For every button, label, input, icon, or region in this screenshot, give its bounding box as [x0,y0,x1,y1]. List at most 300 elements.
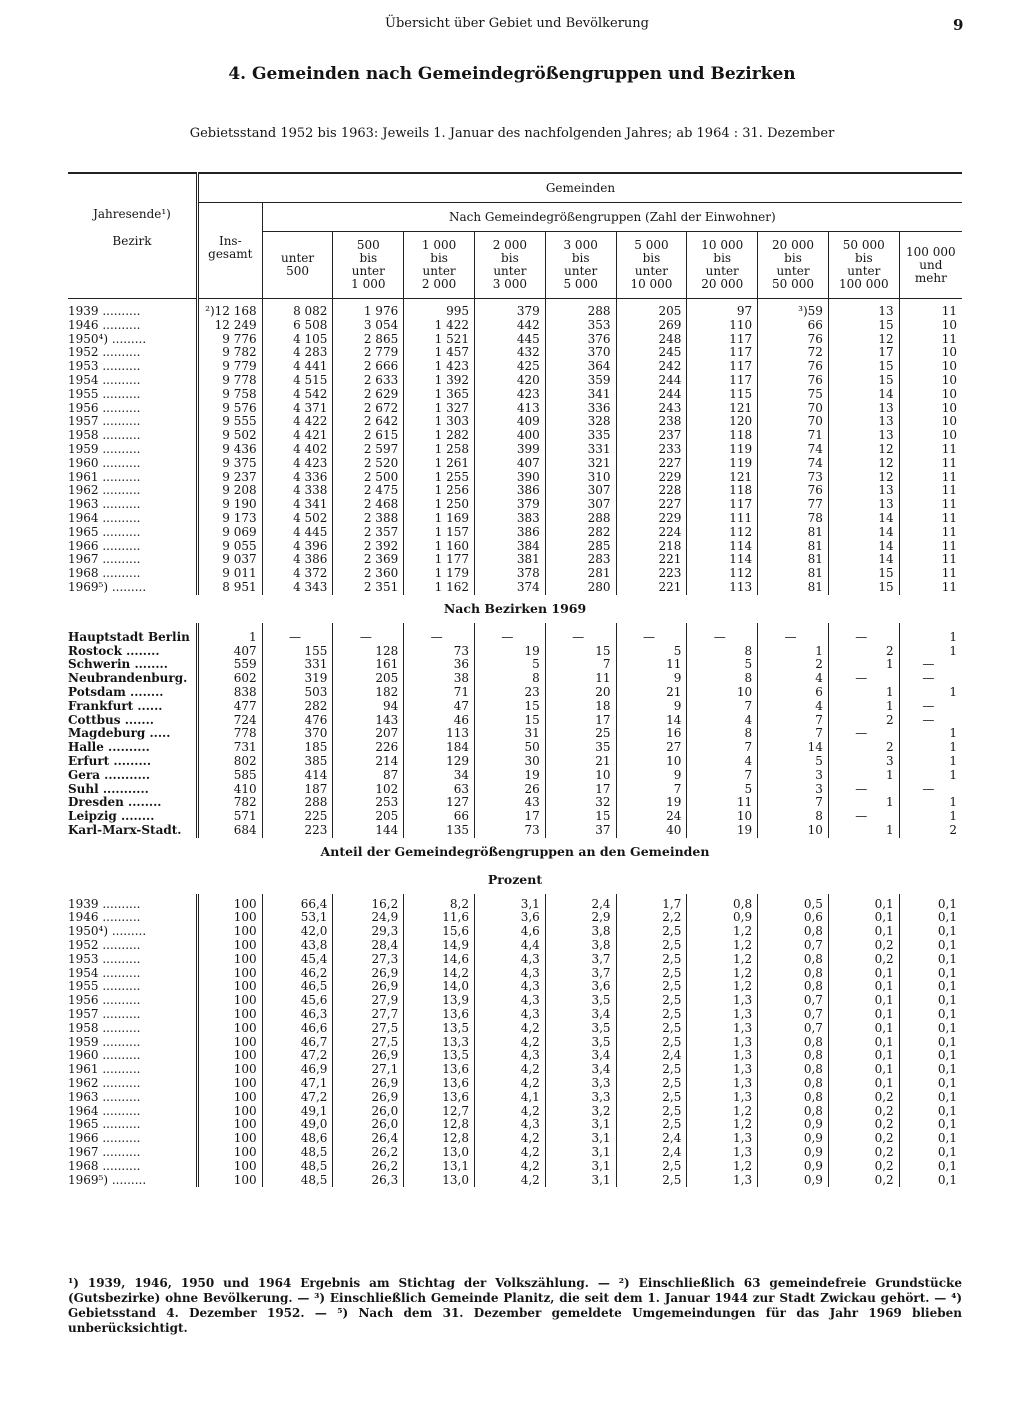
value-cell: 3,8 [545,925,616,939]
table-row [68,374,962,388]
value-cell: 15 [475,714,546,728]
value-cell: 2 [758,658,829,672]
value-cell: 12 [828,471,899,485]
value-cell: — [828,810,899,824]
value-cell: 26,4 [333,1132,404,1146]
value-cell: 7 [687,769,758,783]
value-cell: 1 [828,700,899,714]
value-cell: 10 [687,686,758,700]
table-row [68,1008,962,1022]
total-cell: 9 011 [197,567,262,581]
label-column-header [68,173,197,299]
value-cell: 331 [545,443,616,457]
value-cell: 0,2 [828,1118,899,1132]
value-cell: 76 [758,374,829,388]
value-cell: 3 [758,783,829,797]
value-cell: 310 [545,471,616,485]
value-cell: 19 [616,796,687,810]
value-cell: 47,2 [262,1091,333,1105]
row-label: Schwerin ........ [68,658,168,672]
value-cell: 19 [475,769,546,783]
value-cell: 13 [828,402,899,416]
value-cell: 4,3 [475,994,546,1008]
value-cell: 4 372 [262,567,333,581]
value-cell: 112 [687,567,758,581]
value-cell: 23 [475,686,546,700]
value-cell: 4,6 [475,925,546,939]
table-row [68,526,962,540]
value-cell: 3,8 [545,939,616,953]
value-cell: 221 [616,553,687,567]
value-cell: 15 [828,319,899,333]
value-cell: 76 [758,484,829,498]
value-cell: 2 357 [333,526,404,540]
value-cell: 2,5 [616,994,687,1008]
total-cell: 100 [197,1036,262,1050]
value-cell: 1,3 [687,1146,758,1160]
row-label: 1968 .......... [68,1159,141,1173]
value-cell: — [687,631,758,645]
value-cell: 48,5 [262,1146,333,1160]
value-cell: 383 [475,512,546,526]
value-cell: 0,1 [899,953,962,967]
value-cell: 3,1 [545,1174,616,1188]
value-cell: 81 [758,540,829,554]
value-cell: 0,1 [899,1077,962,1091]
value-cell: 11 [899,512,962,526]
row-label: Neubrandenburg. [68,672,188,686]
value-cell: 0,1 [899,1118,962,1132]
value-cell: 0,5 [758,898,829,912]
table-row [68,1146,962,1160]
value-cell: 4 502 [262,512,333,526]
total-cell: 100 [197,939,262,953]
value-cell: 476 [262,714,333,728]
value-cell: 3,4 [545,1063,616,1077]
value-cell: 10 [545,769,616,783]
value-cell: 1 160 [404,540,475,554]
value-cell: 13,6 [404,1077,475,1091]
value-cell: 1 [899,645,962,659]
value-cell: 46,7 [262,1036,333,1050]
value-cell: 1 256 [404,484,475,498]
value-cell: 1 521 [404,333,475,347]
value-cell: 1,3 [687,1008,758,1022]
value-cell: 226 [333,741,404,755]
value-cell: 13,6 [404,1063,475,1077]
value-cell: 70 [758,415,829,429]
value-cell: 81 [758,567,829,581]
value-cell: 0,1 [899,925,962,939]
value-cell: 4,2 [475,1063,546,1077]
value-cell: 229 [616,512,687,526]
value-cell: 4,2 [475,1160,546,1174]
total-cell: 9 758 [197,388,262,402]
value-cell: 221 [616,581,687,595]
value-cell: 3,1 [545,1146,616,1160]
footnotes [68,1276,962,1336]
table-row [68,939,962,953]
total-cell: 9 502 [197,429,262,443]
value-cell: 27 [616,741,687,755]
value-cell: 2 [828,714,899,728]
row-label: 1963 .......... [68,498,141,512]
value-cell: 28,4 [333,939,404,953]
total-cell: 100 [197,1008,262,1022]
row-label: Magdeburg ..... [68,727,171,741]
value-cell: 0,1 [899,1036,962,1050]
value-cell: — [616,631,687,645]
value-cell: 4,2 [475,1077,546,1091]
table-row [68,686,962,700]
value-cell: 182 [333,686,404,700]
size-column-header: unter 500 [262,232,333,299]
value-cell: 3,7 [545,953,616,967]
value-cell: 76 [758,360,829,374]
value-cell: 119 [687,457,758,471]
running-header [0,16,1024,38]
table-row [68,769,962,783]
row-label: 1958 .......... [68,1021,141,1035]
value-cell: 207 [333,727,404,741]
value-cell: 0,1 [899,939,962,953]
value-cell: 1 177 [404,553,475,567]
table-row [68,741,962,755]
row-label: 1955 .......... [68,387,141,401]
value-cell: 2 [828,741,899,755]
size-column-header: 20 000 bis unter 50 000 [758,232,829,299]
table-row [68,727,962,741]
value-cell: 27,1 [333,1063,404,1077]
value-cell: 3,1 [545,1160,616,1174]
total-cell: 9 776 [197,333,262,347]
value-cell: 0,1 [899,1105,962,1119]
value-cell: 8 [687,727,758,741]
size-column-header: 50 000 bis unter 100 000 [828,232,899,299]
row-label: 1946 .......... [68,911,141,925]
value-cell: 110 [687,319,758,333]
value-cell: 113 [404,727,475,741]
table-row [68,898,962,912]
value-cell: 13 [828,484,899,498]
value-cell: 4 338 [262,484,333,498]
table-row [68,415,962,429]
value-cell: 10 [899,402,962,416]
value-cell: 379 [475,305,546,319]
value-cell: 335 [545,429,616,443]
value-cell: 7 [758,714,829,728]
table-row [68,333,962,347]
value-cell: 118 [687,484,758,498]
table-row [68,1022,962,1036]
value-cell: 118 [687,429,758,443]
value-cell: 0,1 [828,967,899,981]
value-cell: 32 [545,796,616,810]
value-cell: 0,1 [828,925,899,939]
value-cell: 0,1 [828,1036,899,1050]
value-cell: 307 [545,484,616,498]
value-cell: 2,5 [616,953,687,967]
value-cell: 49,0 [262,1118,333,1132]
value-cell: — [828,631,899,645]
total-cell: 802 [197,755,262,769]
value-cell: 2 [828,645,899,659]
value-cell: 26,0 [333,1105,404,1119]
value-cell: 8 [758,810,829,824]
value-cell: 20 [545,686,616,700]
value-cell: 0,1 [899,1008,962,1022]
row-label: 1964 .......... [68,1104,141,1118]
value-cell: 0,2 [828,1132,899,1146]
value-cell: 1,3 [687,994,758,1008]
value-cell: 14 [828,512,899,526]
value-cell: 26,9 [333,980,404,994]
value-cell: 0,1 [899,1063,962,1077]
total-cell: 838 [197,686,262,700]
value-cell: 1 [828,796,899,810]
value-cell: 3,5 [545,994,616,1008]
value-cell: 2,5 [616,1174,687,1188]
value-cell: 1 976 [333,305,404,319]
value-cell: 3,1 [475,898,546,912]
value-cell: 288 [545,512,616,526]
value-cell: 5 [758,755,829,769]
value-cell: 37 [545,824,616,838]
total-cell: 9 208 [197,484,262,498]
value-cell: 0,1 [828,1049,899,1063]
row-label: 1966 .......... [68,539,141,553]
size-column-header: 3 000 bis unter 5 000 [545,232,616,299]
row-label: 1950⁴) ......... [68,332,147,346]
value-cell: — [899,658,962,672]
value-cell: 102 [333,783,404,797]
value-cell: 0,6 [758,911,829,925]
value-cell: 228 [616,484,687,498]
value-cell: 1 261 [404,457,475,471]
value-cell: 16,2 [333,898,404,912]
value-cell: 7 [758,727,829,741]
value-cell: 1 [899,727,962,741]
value-cell: 4 515 [262,374,333,388]
value-cell: 13 [828,305,899,319]
value-cell: 1 162 [404,581,475,595]
value-cell: 15 [545,810,616,824]
value-cell: 2 629 [333,388,404,402]
value-cell: 5 [687,783,758,797]
table-row [68,1036,962,1050]
total-cell: 100 [197,967,262,981]
table-row [68,567,962,581]
value-cell: 425 [475,360,546,374]
value-cell: 48,5 [262,1174,333,1188]
value-cell: 81 [758,553,829,567]
value-cell: 10 [616,755,687,769]
value-cell: 81 [758,581,829,595]
value-cell: 248 [616,333,687,347]
value-cell: 413 [475,402,546,416]
value-cell: 319 [262,672,333,686]
value-cell: 73 [475,824,546,838]
row-label: 1963 .......... [68,1090,141,1104]
total-cell: 100 [197,1132,262,1146]
value-cell: 243 [616,402,687,416]
value-cell: 3,3 [545,1091,616,1105]
value-cell: 359 [545,374,616,388]
value-cell: 370 [262,727,333,741]
value-cell: 285 [545,540,616,554]
table-row [68,714,962,728]
value-cell: 17 [545,714,616,728]
value-cell: 4 [758,700,829,714]
value-cell: 1,3 [687,1063,758,1077]
value-cell: 185 [262,741,333,755]
row-label: 1962 .......... [68,484,141,498]
total-cell: 571 [197,810,262,824]
total-cell: 100 [197,925,262,939]
value-cell: 8 [687,645,758,659]
value-cell: 128 [333,645,404,659]
footnote-text: ¹) 1939, 1946, 1950 und 1964 Ergebnis am Stichtag der Volkszählung. — ²) Einschließlich 63 gemeindefreie Grundstücke (Gutsbezirke) ohne Bevölkerung. — ³) Einschließlich Gemeinde Planitz, die seit dem 1. Januar 1944 zur Stadt Zwickau gehört. — ⁴) Gebietsstand 4. Dezember 1952. — ⁵) Nach dem 31. Dezember gemeldete Umgemeindungen für das Jahr 1969 blieben unberücksichtigt. [68,1276,962,1335]
value-cell: 12,8 [404,1132,475,1146]
section-row [68,866,962,894]
total-cell: 100 [197,1160,262,1174]
value-cell: — [899,672,962,686]
value-cell: 4 441 [262,360,333,374]
row-label: 1956 .......... [68,994,141,1008]
total-cell: 100 [197,1049,262,1063]
value-cell: 4 105 [262,333,333,347]
value-cell: 1 303 [404,415,475,429]
value-cell: 386 [475,526,546,540]
size-column-header: 10 000 bis unter 20 000 [687,232,758,299]
total-cell: ²)12 168 [197,305,262,319]
value-cell: 113 [687,581,758,595]
value-cell: 3,6 [475,911,546,925]
value-cell: 24 [616,810,687,824]
value-cell: 0,1 [828,994,899,1008]
value-cell: 143 [333,714,404,728]
value-cell: 1 [899,741,962,755]
value-cell: 0,1 [899,967,962,981]
value-cell: 13 [828,415,899,429]
value-cell: 30 [475,755,546,769]
value-cell: 8 082 [262,305,333,319]
value-cell: 4 402 [262,443,333,457]
row-label: Erfurt ......... [68,754,151,768]
value-cell: 0,1 [828,1022,899,1036]
total-cell: 100 [197,1022,262,1036]
value-cell: 2 672 [333,402,404,416]
table-row [68,471,962,485]
value-cell: 43 [475,796,546,810]
value-cell: 288 [262,796,333,810]
value-cell: 13,1 [404,1160,475,1174]
value-cell: 4,2 [475,1105,546,1119]
value-cell: 399 [475,443,546,457]
value-cell: 0,2 [828,1174,899,1188]
total-cell: 778 [197,727,262,741]
value-cell: 244 [616,374,687,388]
value-cell: 1 [899,686,962,700]
value-cell: 26 [475,783,546,797]
value-cell: 376 [545,333,616,347]
row-label: 1950⁴) ......... [68,925,147,939]
table-row [68,498,962,512]
value-cell: 2,5 [616,980,687,994]
value-cell: 50 [475,741,546,755]
value-cell: 13,3 [404,1036,475,1050]
total-cell: 602 [197,672,262,686]
value-cell: 4 [758,672,829,686]
value-cell: 4,3 [475,1008,546,1022]
value-cell: 1 327 [404,402,475,416]
value-cell: 117 [687,360,758,374]
value-cell: 117 [687,498,758,512]
value-cell: 0,8 [758,980,829,994]
value-cell: 14 [828,540,899,554]
value-cell: 112 [687,526,758,540]
value-cell: 253 [333,796,404,810]
value-cell: 244 [616,388,687,402]
value-cell: 1,3 [687,1049,758,1063]
value-cell: 4 422 [262,415,333,429]
value-cell: 77 [758,498,829,512]
value-cell: 2,5 [616,1022,687,1036]
table-row [68,1091,962,1105]
value-cell: 307 [545,498,616,512]
value-cell: 288 [545,305,616,319]
value-cell: 1 282 [404,429,475,443]
total-cell: 477 [197,700,262,714]
table-row [68,658,962,672]
value-cell: 26,3 [333,1174,404,1188]
value-cell: — [475,631,546,645]
value-cell: 4 341 [262,498,333,512]
value-cell: 1,7 [616,898,687,912]
value-cell: 205 [616,305,687,319]
value-cell: 0,8 [758,953,829,967]
total-cell: 9 055 [197,540,262,554]
value-cell: 7 [616,783,687,797]
table-row [68,1077,962,1091]
table-row [68,305,962,319]
value-cell: 1,2 [687,953,758,967]
value-cell: 2,5 [616,1063,687,1077]
value-cell: 0,2 [828,1146,899,1160]
value-cell: 0,2 [828,953,899,967]
value-cell: — [404,631,475,645]
value-cell: 227 [616,457,687,471]
value-cell: 2,2 [616,911,687,925]
value-cell: 0,1 [899,911,962,925]
value-cell: 3,5 [545,1036,616,1050]
value-cell: 26,9 [333,1049,404,1063]
value-cell: 119 [687,443,758,457]
value-cell: 4 336 [262,471,333,485]
value-cell: 11 [687,796,758,810]
value-cell: 205 [333,810,404,824]
row-label: 1969⁵) ......... [68,1173,147,1187]
table-row [68,360,962,374]
value-cell: 1 [899,631,962,645]
group-header: Gemeinden [197,173,962,203]
table-row [68,925,962,939]
row-label: 1962 .......... [68,1077,141,1091]
value-cell: 282 [262,700,333,714]
total-cell: 1 [197,631,262,645]
total-column-header: Ins- gesamt [197,203,262,299]
value-cell: 2,4 [545,898,616,912]
